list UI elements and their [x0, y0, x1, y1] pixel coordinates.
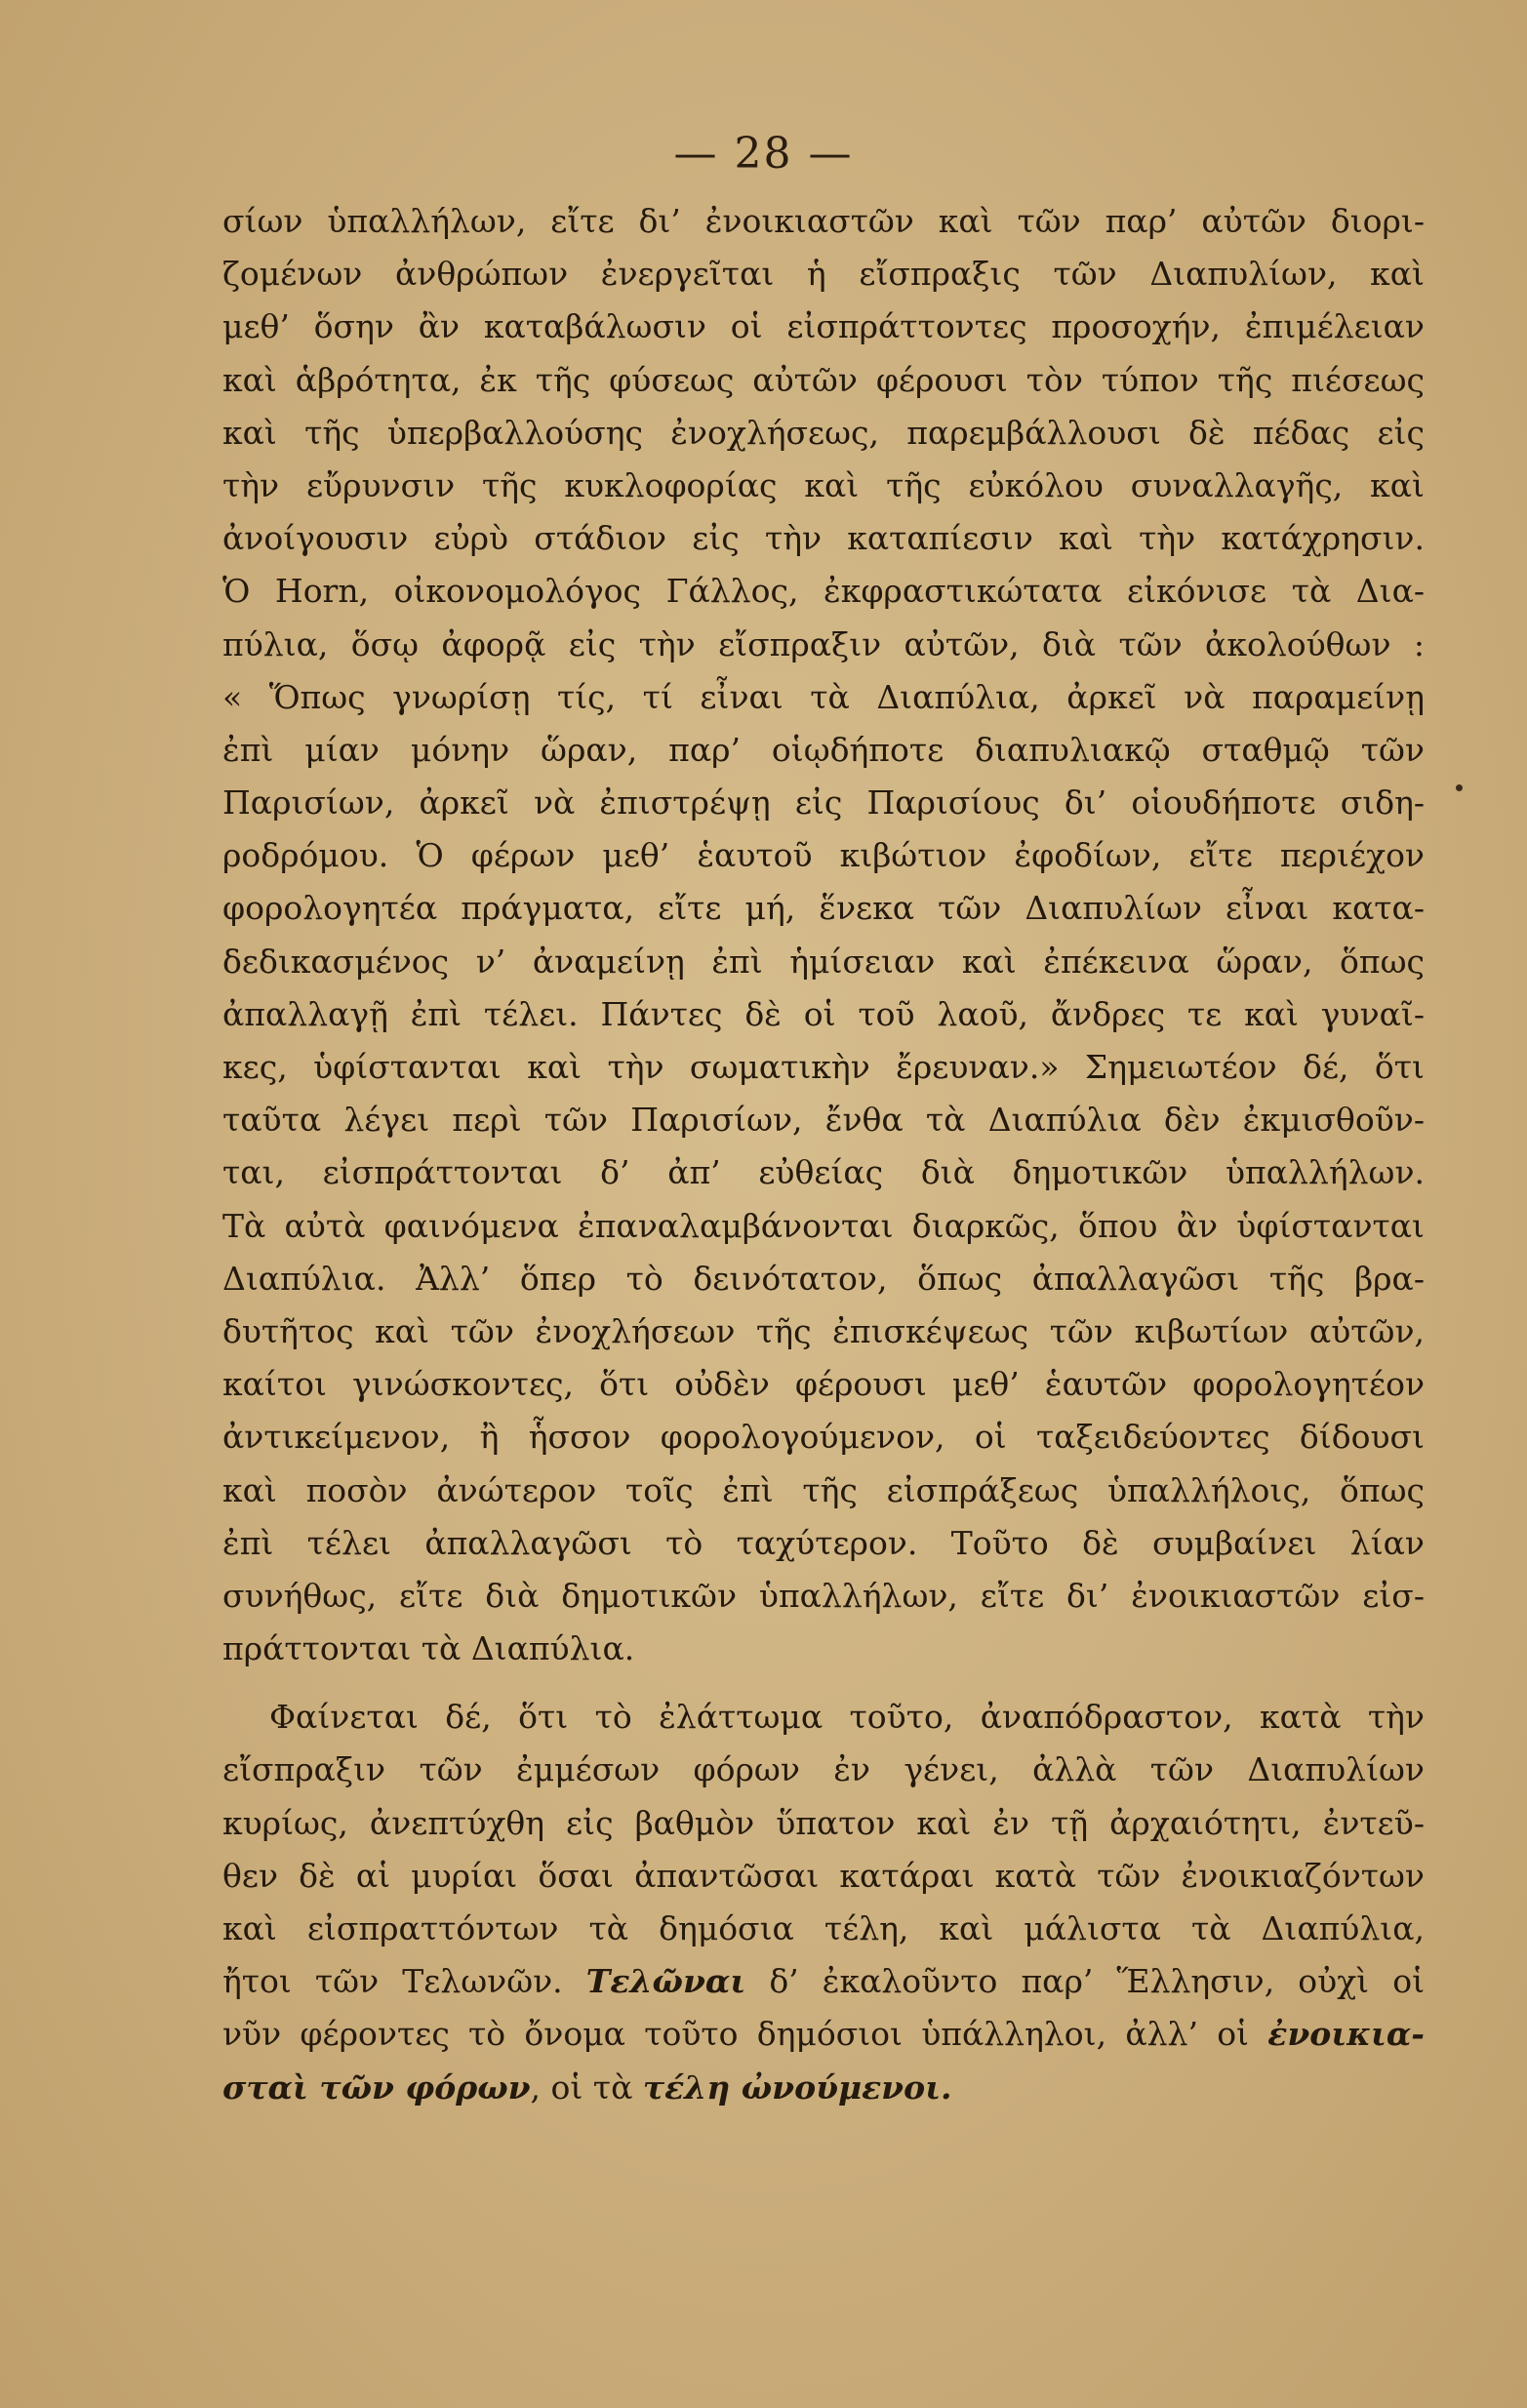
text-line: καίτοι γινώσκοντες, ὅτι οὐδὲν φέρουσι μεθ’ ἑαυτῶν φορολογητέον — [222, 1365, 1425, 1404]
text-line: κες, ὑφίστανται καὶ τὴν σωματικὴν ἔρευναν.» Σημειωτέον δέ, ὅτι — [222, 1048, 1425, 1086]
text-line: εἴσπραξιν τῶν ἐμμέσων φόρων ἐν γένει, ἀλλὰ τῶν Διαπυλίων — [222, 1750, 1425, 1789]
text-line-mixed — [222, 2008, 1425, 2061]
text-line: καὶ εἰσπραττόντων τὰ δημόσια τέλη, καὶ μάλιστα τὰ Διαπύλια, — [222, 1909, 1425, 1947]
bold-term: σταὶ τῶν φόρων — [222, 2067, 531, 2107]
text-line: δεδικασμένος ν’ ἀναμείνῃ ἐπὶ ἡμίσειαν καὶ ἐπέκεινα ὥραν, ὅπως — [222, 942, 1425, 981]
text-line: ται, εἰσπράττονται δ’ ἀπ’ εὐθείας διὰ δημοτικῶν ὑπαλλήλων. — [222, 1153, 1425, 1192]
bold-term: ἐνοικια- — [1267, 2015, 1425, 2054]
text-line: καὶ ἁβρότητα, ἐκ τῆς φύσεως αὐτῶν φέρουσι τὸν τύπον τῆς πιέσεως — [222, 360, 1425, 399]
text-line: ροδρόμου. Ὁ φέρων μεθ’ ἑαυτοῦ κιβώτιον ἐφοδίων, εἴτε περιέχον — [222, 836, 1425, 875]
bold-term: τέλη ὠνούμενοι. — [642, 2067, 952, 2107]
text-line: ζομένων ἀνθρώπων ἐνεργεῖται ἡ εἴσπραξις τῶν Διαπυλίων, καὶ — [222, 255, 1425, 294]
text-line: Ὁ Horn, οἰκονομολόγος Γάλλος, ἐκφραστικώτατα εἰκόνισε τὰ Δια- — [222, 572, 1425, 611]
text-line: πράττονται τὰ Διαπύλια. — [222, 1629, 635, 1668]
text-line: ἀπαλλαγῇ ἐπὶ τέλει. Πάντες δὲ οἱ τοῦ λαοῦ, ἄνδρες τε καὶ γυναῖ- — [222, 994, 1425, 1033]
ink-speck — [1456, 784, 1463, 791]
text-line: μεθ’ ὅσην ἂν καταβάλωσιν οἱ εἰσπράττοντες προσοχήν, ἐπιμέλειαν — [222, 307, 1425, 346]
text-line: καὶ τῆς ὑπερβαλλούσης ἐνοχλήσεως, παρεμβάλλουσι δὲ πέδας εἰς — [222, 413, 1425, 452]
text-line: τὴν εὔρυνσιν τῆς κυκλοφορίας καὶ τῆς εὐκόλου συναλλαγῆς, καὶ — [222, 465, 1425, 504]
text-line: δυτῆτος καὶ τῶν ἐνοχλήσεων τῆς ἐπισκέψεως τῶν κιβωτίων αὐτῶν, — [222, 1311, 1425, 1350]
text-line-mixed — [222, 1955, 1425, 2008]
text-line: Φαίνεται δέ, ὅτι τὸ ἐλάττωμα τοῦτο, ἀναπόδραστον, κατὰ τὴν — [269, 1698, 1425, 1737]
text-line: ἀνοίγουσιν εὐρὺ στάδιον εἰς τὴν καταπίεσιν καὶ τὴν κατάχρησιν. — [222, 519, 1425, 558]
text-line: « Ὅπως γνωρίσῃ τίς, τί εἶναι τὰ Διαπύλια, ἀρκεῖ νὰ παραμείνῃ — [222, 677, 1425, 716]
text-line: ταῦτα λέγει περὶ τῶν Παρισίων, ἔνθα τὰ Διαπύλια δὲν ἐκμισθοῦν- — [222, 1101, 1425, 1140]
text-line: σίων ὑπαλλήλων, εἴτε δι’ ἐνοικιαστῶν καὶ τῶν παρ’ αὐτῶν διορι- — [222, 202, 1425, 240]
text-segment: , οἱ τὰ — [530, 2067, 633, 2107]
text-segment: δ’ ἐκαλοῦντο παρ’ Ἕλλησιν, οὐχὶ οἱ — [769, 1962, 1426, 2001]
text-line: ἐπὶ μίαν μόνην ὥραν, παρ’ οἱῳδήποτε διαπυλιακῷ σταθμῷ τῶν — [222, 730, 1425, 769]
text-line: συνήθως, εἴτε διὰ δημοτικῶν ὑπαλλήλων, εἴτε δι’ ἐνοικιαστῶν εἰσ- — [222, 1576, 1425, 1615]
text-segment: νῦν φέροντες τὸ ὄνομα τοῦτο δημόσιοι ὑπάλληλοι, ἀλλ’ οἱ — [222, 2015, 1249, 2054]
text-line: καὶ ποσὸν ἀνώτερον τοῖς ἐπὶ τῆς εἰσπράξεως ὑπαλλήλοις, ὅπως — [222, 1470, 1425, 1509]
text-segment: ἤτοι τῶν Τελωνῶν. — [222, 1962, 563, 2001]
text-line: Τὰ αὐτὰ φαινόμενα ἐπαναλαμβάνονται διαρκῶς, ὅπου ἂν ὑφίστανται — [222, 1206, 1425, 1245]
page-body — [222, 195, 1425, 2114]
bold-term: Τελῶναι — [585, 1962, 746, 2001]
text-line-mixed — [222, 2062, 1425, 2114]
text-line: πύλια, ὅσῳ ἀφορᾷ εἰς τὴν εἴσπραξιν αὐτῶν, διὰ τῶν ἀκολούθων : — [222, 624, 1425, 663]
text-line: κυρίως, ἀνεπτύχθη εἰς βαθμὸν ὕπατον καὶ ἐν τῇ ἀρχαιότητι, ἐντεῦ- — [222, 1803, 1425, 1842]
page-number: — 28 — — [673, 129, 854, 179]
text-line: ἀντικείμενον, ἢ ἧσσον φορολογούμενον, οἱ ταξειδεύοντες δίδουσι — [222, 1418, 1425, 1457]
text-line: ἐπὶ τέλει ἀπαλλαγῶσι τὸ ταχύτερον. Τοῦτο δὲ συμβαίνει λίαν — [222, 1523, 1425, 1562]
text-line: φορολογητέα πράγματα, εἴτε μή, ἕνεκα τῶν Διαπυλίων εἶναι κατα- — [222, 889, 1425, 928]
text-line: θεν δὲ αἱ μυρίαι ὅσαι ἀπαντῶσαι κατάραι κατὰ τῶν ἐνοικιαζόντων — [222, 1856, 1425, 1895]
text-line: Διαπύλια. Ἀλλ’ ὅπερ τὸ δεινότατον, ὅπως ἀπαλλαγῶσι τῆς βρα- — [222, 1259, 1425, 1298]
text-line: Παρισίων, ἀρκεῖ νὰ ἐπιστρέψῃ εἰς Παρισίους δι’ οἱουδήποτε σιδη- — [222, 783, 1425, 823]
